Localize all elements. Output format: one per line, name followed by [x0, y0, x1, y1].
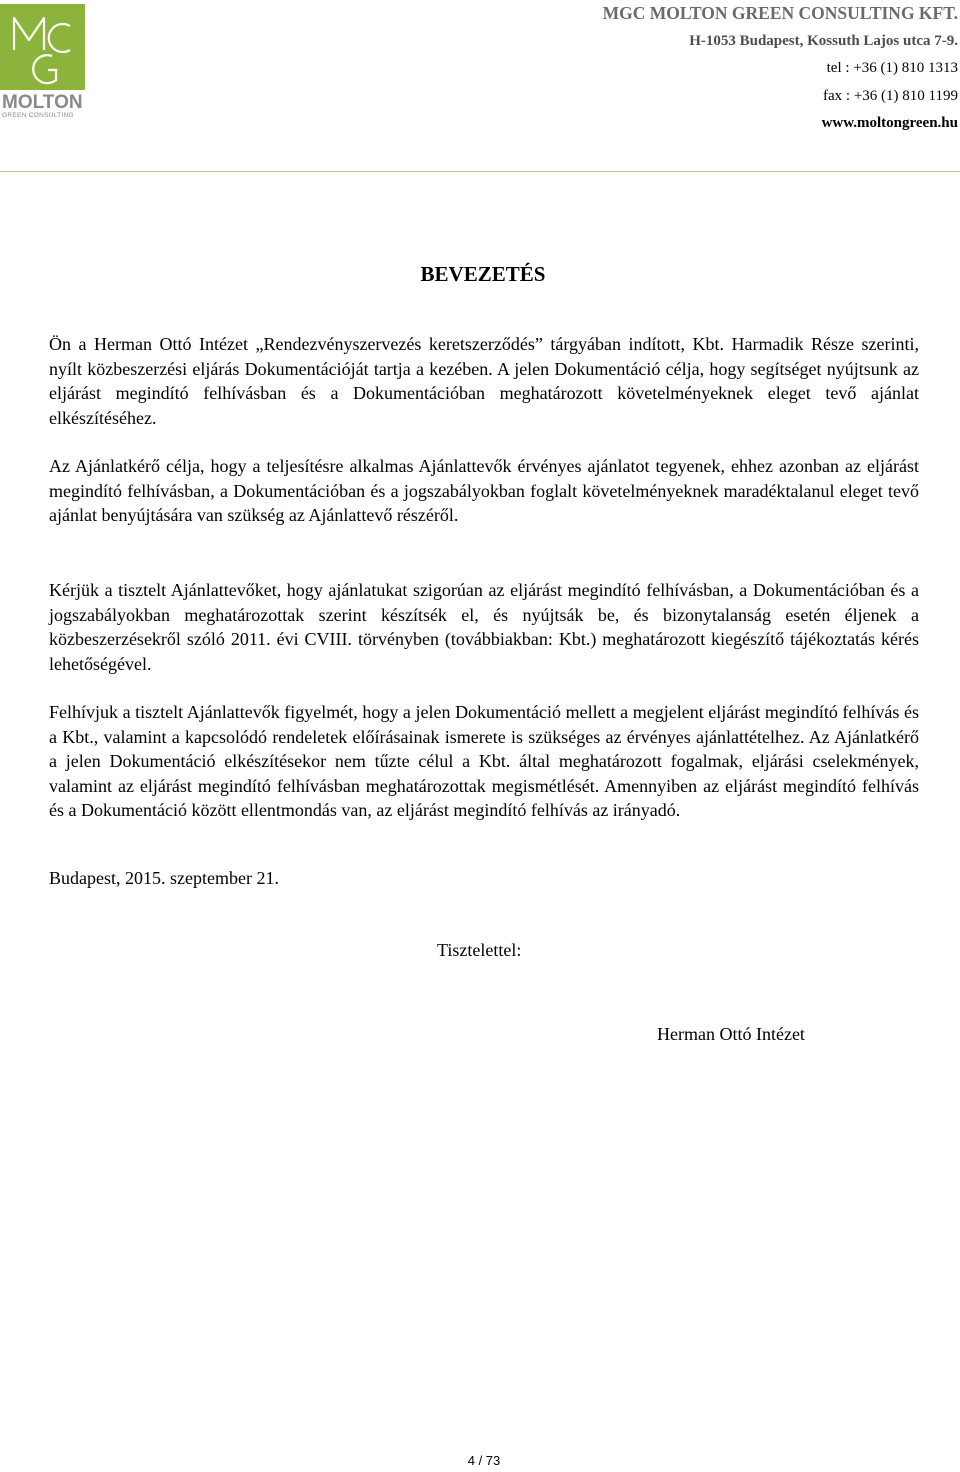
logo-text-molton: MOLTON	[2, 92, 83, 113]
company-website-link[interactable]: www.moltongreen.hu	[821, 115, 958, 131]
paragraph-introduction: Ön a Herman Ottó Intézet „Rendezvényszervezés keretszerződés” tárgyában indított, Kbt. Harmadik Része szerinti, nyílt közbeszerzési eljárás Dokumentációját tartja a kezében. A jelen Dokumentáció célja, hogy segítséget nyújtsunk az eljárást megindító felhívásban és a Dokumentációban meghatározott követelményeknek eleget tevő ajánlat elkészítéséhez.	[49, 334, 919, 428]
company-name: MGC MOLTON GREEN CONSULTING KFT.	[602, 3, 958, 23]
company-address: H-1053 Budapest, Kossuth Lajos utca 7-9.	[689, 32, 958, 49]
company-logo	[0, 4, 88, 119]
logo-monogram-box	[0, 4, 85, 90]
page-number: 4 / 73	[467, 1453, 501, 1468]
logo-text-green-consulting: GREEN CONSULTING	[2, 112, 74, 119]
signature-name: Herman Ottó Intézet	[657, 1024, 805, 1044]
header-divider	[0, 171, 960, 172]
company-contact-block	[603, 0, 958, 138]
mgc-monogram-icon	[0, 4, 85, 90]
closing-greeting: Tisztelettel:	[437, 940, 522, 960]
paragraph-purpose: Az Ajánlatkérő célja, hogy a teljesítésre alkalmas Ajánlattevők érvényes ajánlatot tegyenek, ehhez azonban az eljárást megindító felhívásban, a Dokumentációban és a jogszabályokban foglalt követelményeknek maradéktalanul eleget tevő ajánlat benyújtására van szükség az Ajánlattevő részéről.	[49, 456, 919, 525]
document-title: BEVEZETÉS	[420, 262, 546, 286]
paragraph-notice: Felhívjuk a tisztelt Ajánlattevők figyelmét, hogy a jelen Dokumentáció mellett a megjelent eljárást megindító felhívás és a Kbt., valamint a kapcsolódó rendeletek előírásainak ismerete is szükséges az érvényes ajánlattételhez. Az Ajánlatkérő a jelen Dokumentáció elkészítésekor nem tűzte célul a Kbt. által meghatározott fogalmak, eljárási cselekmények, valamint az eljárást megindító felhívásban meghatározottak megismétlését. Amennyiben az eljárást megindító felhívás és a Dokumentáció között ellentmondás van, az eljárást megindító felhívás az irányadó.	[49, 702, 919, 820]
document-date: Budapest, 2015. szeptember 21.	[49, 868, 279, 888]
company-tel: tel : +36 (1) 810 1313	[826, 60, 958, 76]
paragraph-request: Kérjük a tisztelt Ajánlattevőket, hogy ajánlatukat szigorúan az eljárást megindító felhívásban, a Dokumentációban és a jogszabályokban meghatározottak szerint készítsék el, és nyújtsák be, és bizonytalanság esetén éljenek a közbeszerzésekről szóló 2011. évi CVIII. törvényben (továbbiakban: Kbt.) meghatározott kiegészítő tájékoztatás kérés lehetőségével.	[49, 580, 919, 674]
company-fax: fax : +36 (1) 810 1199	[823, 87, 958, 104]
